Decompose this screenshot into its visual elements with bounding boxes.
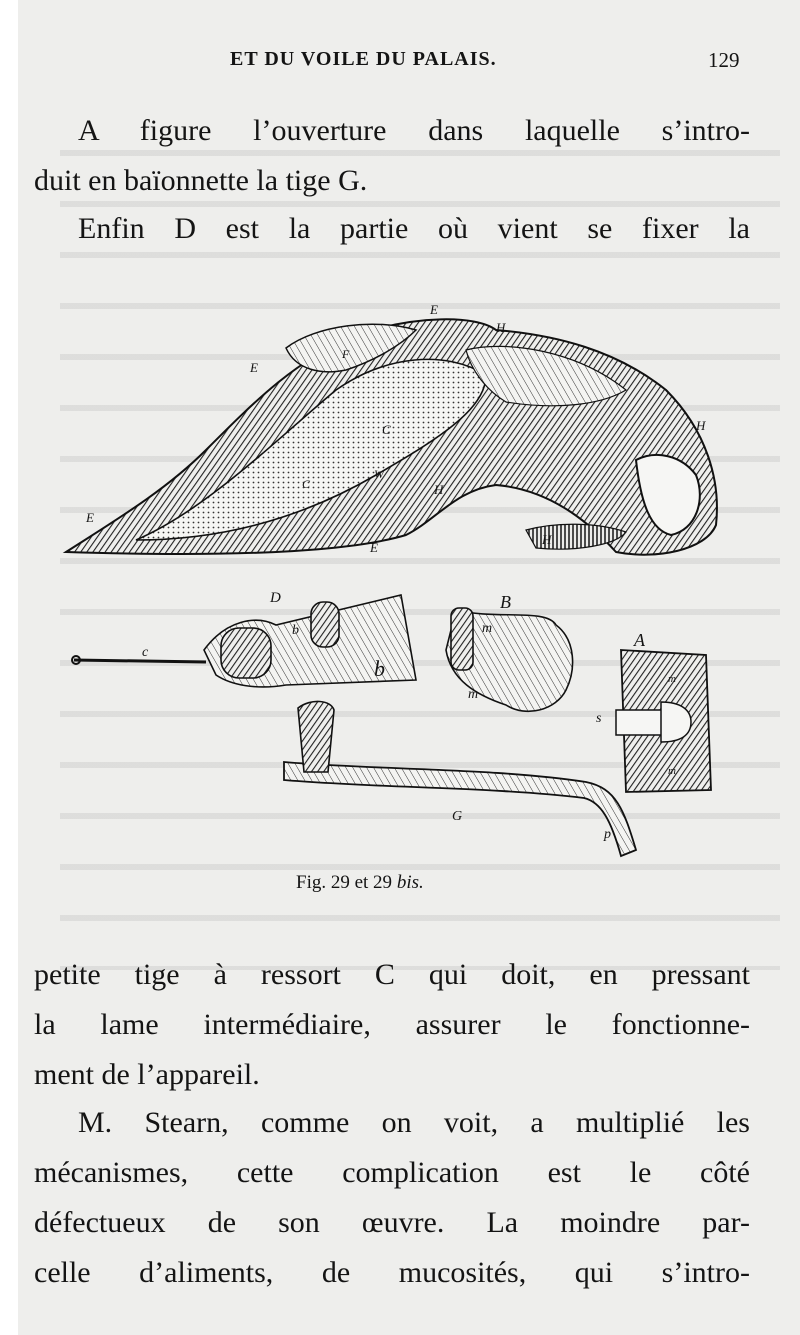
part-g-drawing — [284, 701, 636, 856]
figure-label: B — [500, 592, 511, 612]
text-line: Enfin D est la partie où vient se fixer la — [78, 212, 750, 245]
figure-label: s — [596, 711, 602, 726]
running-title: ET DU VOILE DU PALAIS. — [230, 48, 497, 70]
figure-label: m — [482, 621, 493, 636]
figure-label: m — [468, 687, 479, 702]
figure-label: c — [142, 645, 149, 660]
figure-label: p — [604, 827, 611, 842]
paragraph-2 — [34, 204, 750, 254]
figure-label: E — [86, 510, 94, 525]
paragraph-4 — [34, 1098, 750, 1298]
part-b-drawing — [446, 608, 573, 711]
part-d-drawing — [72, 595, 416, 687]
figure-label: C — [302, 477, 311, 491]
part-a-drawing — [616, 650, 711, 792]
figure-caption — [296, 872, 424, 894]
figure-label: b — [374, 656, 385, 681]
dental-apparatus-figure — [56, 290, 746, 870]
figure-label: m — [668, 765, 676, 777]
text-line: mécanismes, cette complication est le côté — [34, 1156, 750, 1189]
paragraph-3 — [34, 950, 750, 1100]
caption-main: Fig. 29 et 29 — [296, 872, 397, 893]
figure-label: G — [452, 809, 463, 824]
text-line: la lame intermédiaire, assurer le fonctionne- — [34, 1008, 750, 1041]
figure-label: E — [250, 360, 258, 375]
figure-label: E — [430, 302, 438, 317]
figure-label: H — [542, 532, 552, 547]
text-line: défectueux de son œuvre. La moindre par- — [34, 1206, 750, 1239]
figure-label: H — [696, 418, 706, 433]
figure-label: A — [634, 630, 645, 650]
figure-label: W — [374, 467, 384, 481]
paragraph-1 — [34, 106, 750, 206]
figure-label: b — [292, 623, 299, 638]
caption-italic: bis. — [396, 872, 424, 893]
figure-label: D — [270, 590, 281, 606]
text-line: A figure l’ouverture dans laquelle s’intro- — [78, 114, 750, 147]
text-line: M. Stearn, comme on voit, a multiplié les — [78, 1106, 750, 1139]
text-line: petite tige à ressort C qui doit, en pressant — [34, 958, 750, 991]
figure-label: E — [370, 540, 378, 555]
figure-label: F — [342, 347, 350, 361]
page-number: 129 — [708, 48, 740, 72]
text-line: duit en baïonnette la tige G. — [34, 164, 368, 197]
figure-label: C — [382, 422, 391, 437]
palate-plate-drawing — [66, 319, 717, 554]
text-line: ment de l’appareil. — [34, 1058, 260, 1091]
figure-label: H — [434, 482, 444, 497]
figure-label: m — [668, 673, 676, 685]
text-line: celle d’aliments, de mucosités, qui s’intro- — [34, 1256, 750, 1289]
figure-label: H — [496, 320, 506, 335]
